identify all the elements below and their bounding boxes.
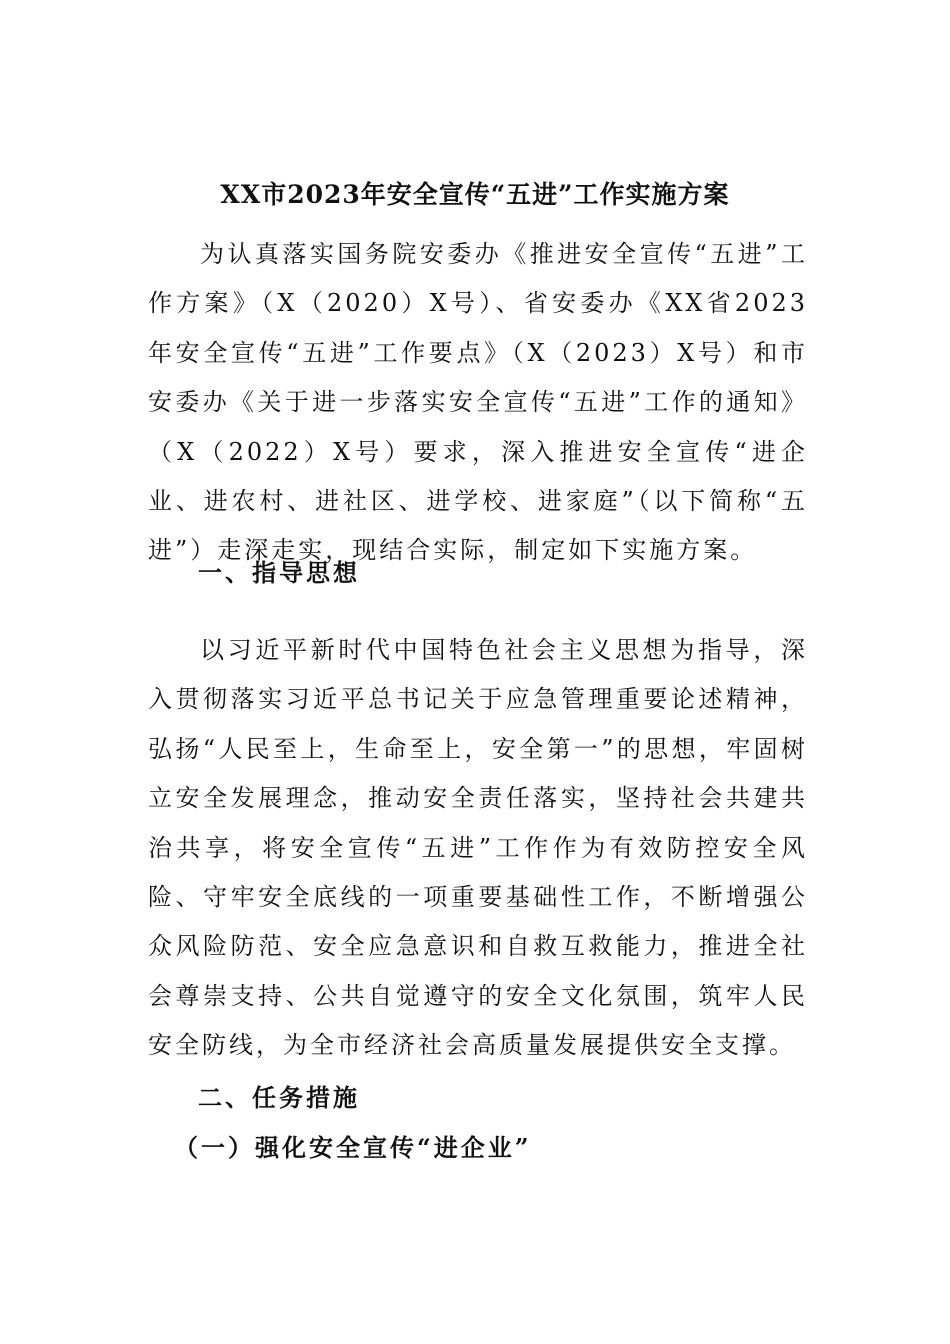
- guiding-ideology-paragraph: 以习近平新时代中国特色社会主义思想为指导，深入贯彻落实习近平总书记关于应急管理重要论述精神，弘扬“人民至上，生命至上，安全第一”的思想，牢固树立安全发展理念，推动安全责任落实，坚持社会共建共治共享，将安全宣传“五进”工作作为有效防控安全风险、守牢安全底线的一项重要基础性工作，不断增强公众风险防范、安全应急意识和自救互救能力，推进全社会尊崇支持、公共自觉遵守的安全文化氛围，筑牢人民安全防线，为全市经济社会高质量发展提供安全支撑。: [148, 636, 808, 1060]
- subsection-heading-enterprises: （一）强化安全宣传“进企业”: [174, 1133, 532, 1162]
- document-title: XX市2023年安全宣传“五进”工作实施方案: [220, 179, 730, 209]
- section-heading-tasks: 二、任务措施: [198, 1083, 360, 1112]
- intro-paragraph: 为认真落实国务院安委办《推进安全宣传“五进”工作方案》（X（2020）X号）、省安委办《XX省2023年安全宣传“五进”工作要点》（X（2023）X号）和市安委办《关于进一步落实安全宣传“五进”工作的通知》（X（2022）X号）要求，深入推进安全宣传“进企业、进农村、进社区、进学校、进家庭”（以下简称“五进”）走深走实，现结合实际，制定如下实施方案。: [148, 240, 808, 565]
- section-heading-guiding-ideology: 一、指导思想: [198, 558, 360, 587]
